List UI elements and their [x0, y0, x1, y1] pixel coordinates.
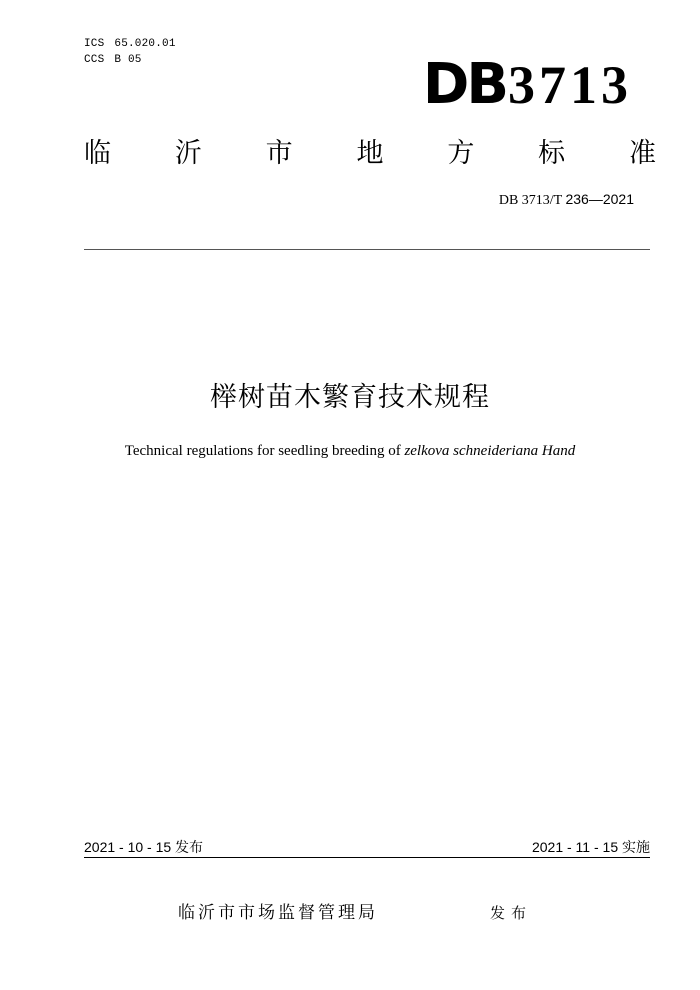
ics-line [84, 36, 176, 52]
header-divider [84, 249, 650, 250]
standard-type-char: 临 [84, 138, 111, 169]
date-row [84, 838, 650, 856]
standard-number-code: 236—2021 [565, 191, 634, 207]
ics-label: ICS [84, 38, 105, 50]
implementation-date: 2021 - 11 - 15 实施 [531, 839, 650, 855]
title-english-species: zelkova schneideriana Hand [404, 443, 576, 459]
db-logo-number: 3713 [508, 55, 632, 115]
standard-number-prefix: DB 3713/T [498, 193, 562, 208]
issue-label: 发布 [490, 904, 533, 922]
standard-type-char: 准 [628, 138, 656, 169]
issuer-name: 临沂市市场监督管理局 [178, 903, 378, 923]
release-date: 2021 - 10 - 15 发布 [84, 839, 204, 855]
ics-code: 65.020.01 [114, 38, 176, 50]
classification-codes [84, 36, 176, 68]
document-title-english [0, 441, 700, 461]
footer-divider [84, 857, 650, 858]
standard-type-char: 方 [447, 138, 475, 169]
ccs-line [84, 52, 176, 68]
standard-type-heading [84, 134, 656, 174]
db-logo-letters: DB [422, 52, 506, 117]
db-logo [422, 52, 632, 117]
standard-number [499, 191, 634, 209]
title-english-plain: Technical regulations for seedling breeding of [124, 443, 405, 459]
standard-type-char: 地 [356, 138, 384, 169]
standard-type-char: 标 [538, 138, 566, 169]
ccs-code: B 05 [114, 54, 142, 66]
standard-type-char: 沂 [174, 138, 202, 169]
standard-type-char: 市 [265, 138, 293, 169]
ccs-label: CCS [84, 54, 105, 66]
document-title-chinese: 榉树苗木繁育技术规程 [210, 382, 490, 413]
